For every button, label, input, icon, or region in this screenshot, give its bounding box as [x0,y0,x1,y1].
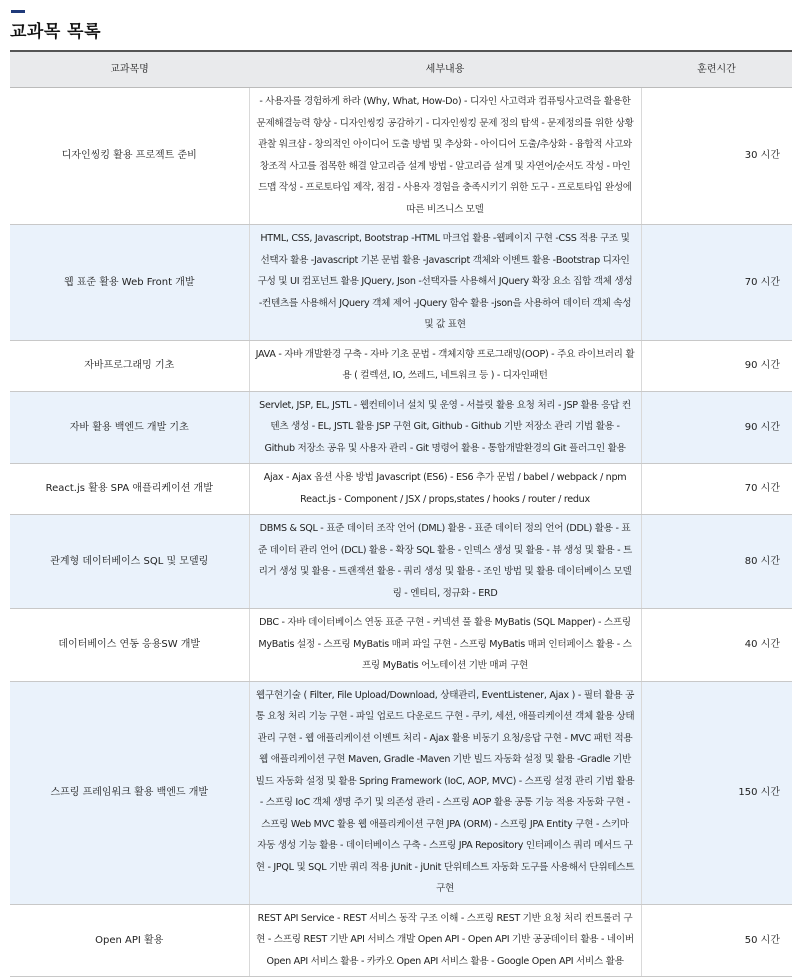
header-detail: 세부내용 [249,51,641,88]
subject-detail: HTML, CSS, Javascript, Bootstrap -HTML 마크업 활용 -웹페이지 구현 -CSS 적용 구조 및 선택자 활용 -Javascript 기본 문법 활용 -Javascript 객체와 이벤트 활용 -Bootstrap 디자인 구성 및 UI 컴포넌트 활용 JQuery, Json -선택자를 사용해서 JQuery 확장 요소 집합 객체 생성 -컨텐츠를 사용해서 JQuery 객체 제어 -JQuery 함수 활용 -json을 사용하여 데이터 객체 속성 및 값 표현 [249,225,641,341]
subject-name: 디자인씽킹 활용 프로젝트 준비 [10,88,249,225]
subject-detail: Servlet, JSP, EL, JSTL - 웹컨테이너 설치 및 운영 - 서블릿 활용 요청 처리 - JSP 활용 응답 컨텐츠 생성 - EL, JSTL 활용 JSP 구현 Git, Github - Github 기반 저장소 관리 기법 활용 - Github 저장소 공유 및 사용자 관리 - Git 명령어 활용 - 통합개발환경의 Git 플러그인 활용 [249,391,641,464]
table-row [10,225,792,341]
table-row [10,515,792,609]
curriculum-table [10,50,792,977]
subject-detail: Ajax - Ajax 옵션 사용 방법 Javascript (ES6) - ES6 추가 문법 / babel / webpack / npm React.js - Component / JSX / props,states / hooks / router / redux [249,464,641,515]
training-hours: 50 시간 [641,904,792,977]
table-row [10,464,792,515]
subject-detail: JAVA - 자바 개발환경 구축 - 자바 기초 문법 - 객체지향 프로그래밍(OOP) - 주요 라이브러리 활용 ( 컬렉션, IO, 쓰레드, 네트워크 등 ) - 디자인패턴 [249,340,641,391]
table-row [10,391,792,464]
training-hours: 70 시간 [641,225,792,341]
training-hours: 40 시간 [641,609,792,682]
table-row [10,904,792,977]
page-title: 교과목 목록 [10,22,102,42]
training-hours: 150 시간 [641,681,792,904]
header-row [10,51,792,88]
curriculum-table-wrap [10,50,792,977]
title-accent-bar [11,10,25,13]
subject-detail: DBMS & SQL - 표준 데이터 조작 언어 (DML) 활용 - 표준 데이터 정의 언어 (DDL) 활용 - 표준 데이터 관리 언어 (DCL) 활용 - 확장 SQL 활용 - 인덱스 생성 및 활용 - 뷰 생성 및 활용 - 트리거 생성 및 활용 - 트랜잭션 활용 - 쿼리 생성 및 활용 - 조인 방법 및 활용 데이터베이스 모델링 - 엔티티, 정규화 - ERD [249,515,641,609]
training-hours: 90 시간 [641,391,792,464]
training-hours: 80 시간 [641,515,792,609]
table-row [10,681,792,904]
training-hours: 30 시간 [641,88,792,225]
subject-detail: 웹구현기술 ( Filter, File Upload/Download, 상태관리, EventListener, Ajax ) - 필터 활용 공통 요청 처리 기능 구현 - 파일 업로드 다운로드 구현 - 쿠키, 세션, 애플리케이션 객체 활용 상태관리 구현 - 웹 애플리케이션 이벤트 처리 - Ajax 활용 비동기 요청/응답 구현 - MVC 패턴 적용 웹 애플리케이션 구현 Maven, Gradle -Maven 기반 빌드 자동화 설정 및 활용 -Gradle 기반 빌드 자동화 설정 및 활용 Spring Framework (IoC, AOP, MVC) - 스프링 설정 관리 기법 활용 - 스프링 IoC 객체 생명 주기 및 의존성 관리 - 스프링 AOP 활용 공통 기능 적용 자동화 구현 - 스프링 Web MVC 활용 웹 애플리케이션 구현 JPA (ORM) - 스프링 JPA Entity 구현 - 스키마 자동 생성 기능 활용 - 데이터베이스 구축 - 스프링 JPA Repository 인터페이스 쿼리 메서드 구현 - JPQL 및 SQL 기반 쿼리 적용 jUnit - jUnit 단위테스트 자동화 도구를 사용해서 단위테스트 구현 [249,681,641,904]
subject-name: Open API 활용 [10,904,249,977]
table-row [10,340,792,391]
table-header [10,51,792,88]
table-body [10,88,792,977]
subject-name: 데이터베이스 연동 응용SW 개발 [10,609,249,682]
subject-name: 자바 활용 백엔드 개발 기초 [10,391,249,464]
subject-name: 스프링 프레임워크 활용 백엔드 개발 [10,681,249,904]
header-training-hours: 훈련시간 [641,51,792,88]
header-subject-name: 교과목명 [10,51,249,88]
subject-detail: DBC - 자바 데이터베이스 연동 표준 구현 - 커넥션 풀 활용 MyBatis (SQL Mapper) - 스프링 MyBatis 설정 - 스프링 MyBatis 매퍼 파일 구현 - 스프링 MyBatis 매퍼 인터페이스 활용 - 스프링 MyBatis 어노테이션 기반 매퍼 구현 [249,609,641,682]
subject-name: 자바프로그래밍 기초 [10,340,249,391]
subject-name: 웹 표준 활용 Web Front 개발 [10,225,249,341]
training-hours: 70 시간 [641,464,792,515]
table-row [10,88,792,225]
subject-name: React.js 활용 SPA 애플리케이션 개발 [10,464,249,515]
training-hours: 90 시간 [641,340,792,391]
table-row [10,609,792,682]
subject-detail: REST API Service - REST 서비스 동작 구조 이해 - 스프링 REST 기반 요청 처리 컨트롤러 구현 - 스프링 REST 기반 API 서비스 개발 Open API - Open API 기반 공공데이터 활용 - 네이버 Open API 서비스 활용 - 카카오 Open API 서비스 활용 - Google Open API 서비스 활용 [249,904,641,977]
subject-detail: - 사용자를 경험하게 하라 (Why, What, How-Do) - 디자인 사고력과 컴퓨팅사고력을 활용한 문제해결능력 향상 - 디자인씽킹 공감하기 - 디자인씽킹 문제 정의 탐색 - 문제정의를 위한 상황 관찰 워크샵 - 창의적인 아이디어 도출 방법 및 추상화 - 아이디어 도출/추상화 - 융합적 사고와 창조적 사고를 접목한 해결 알고리즘 설계 방법 - 알고리즘 설계 및 자연어/순서도 작성 - 마인드맵 작성 - 프로토타입 제작, 점검 - 사용자 경험을 충족시키기 위한 도구 - 프로토타입 완성에 따른 비즈니스 모델 [249,88,641,225]
subject-name: 관계형 데이터베이스 SQL 및 모델링 [10,515,249,609]
